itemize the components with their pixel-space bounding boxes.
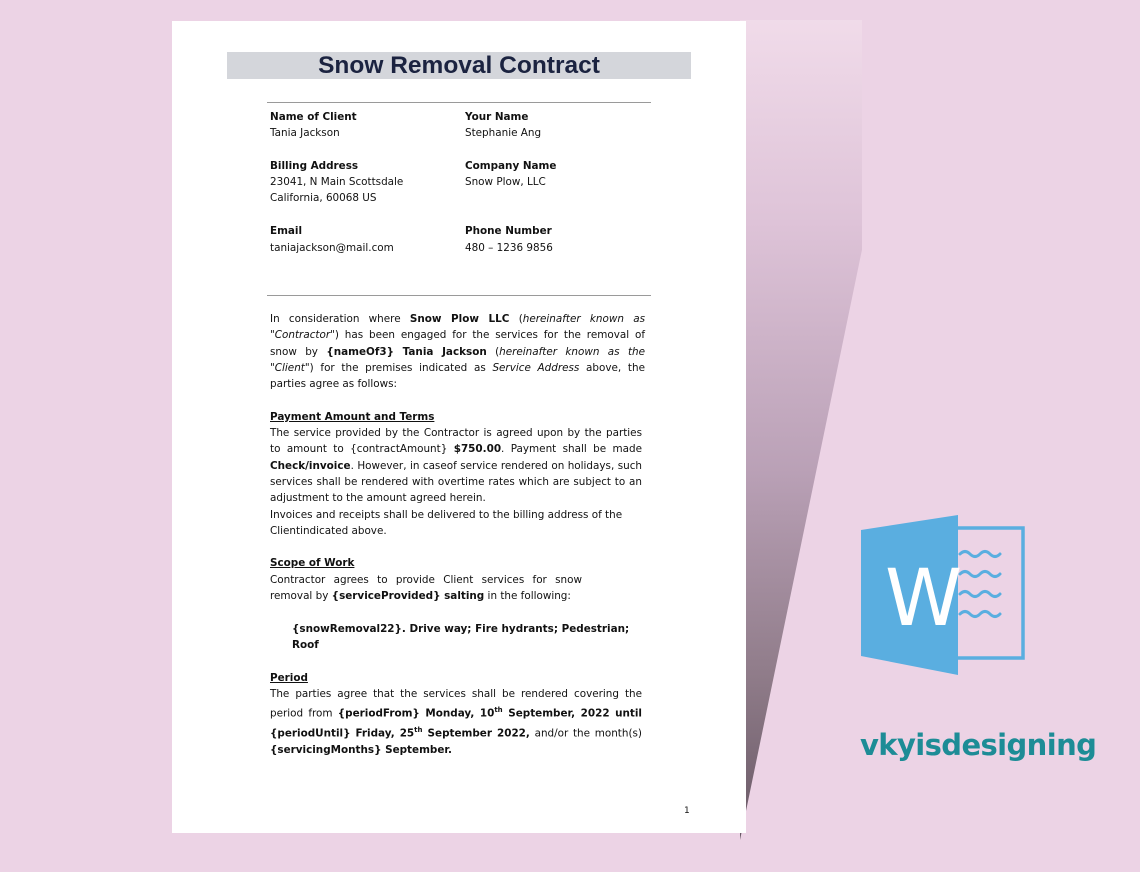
billing-address-line1: 23041, N Main Scottsdale [270, 176, 404, 188]
divider [267, 102, 651, 103]
client-name: Tania Jackson [270, 127, 340, 139]
client-name-label: Name of Client [270, 111, 357, 123]
svg-text:W: W [885, 554, 963, 644]
intro-paragraph: In consideration where Snow Plow LLC (hereinafter known as "Contractor") has been engaged for the services for the removal of snow by {nameOf3} Tania Jackson (hereinafter known as the "Client") for the premises indicated as Service Address above, the parties agree as follows: [270, 313, 646, 391]
contract-body [270, 311, 645, 758]
divider [267, 295, 651, 296]
contract-page [172, 21, 746, 833]
page-number: 1 [684, 806, 690, 816]
page-shadow [740, 20, 862, 840]
period-paragraph: The parties agree that the services shall be rendered covering the period from {periodFrom} Monday, 10th September, 2022 until {periodUntil} Friday, 25th September 2022, and/or the month(s) {servicingMonths} September. [270, 687, 642, 756]
phone-number: 480 – 1236 9856 [465, 242, 553, 254]
company-name: Snow Plow, LLC [465, 176, 546, 188]
client-email: taniajackson@mail.com [270, 242, 394, 254]
company-name-label: Company Name [465, 160, 557, 172]
scope-list: {snowRemoval22}. Drive way; Fire hydrants; Pedestrian; Roof [292, 622, 630, 651]
microsoft-word-icon [858, 512, 1028, 678]
invoice-paragraph: Invoices and receipts shall be delivered to the billing address of the Clientindicated above. [270, 508, 623, 537]
payment-paragraph: The service provided by the Contractor is agreed upon by the parties to amount to {contractAmount} $750.00. Payment shall be made Check/invoice. However, in caseof service rendered on holidays, such services shall be rendered with overtime rates which are subject to an adjustment to the amount agreed herein. [270, 427, 642, 505]
email-label: Email [270, 225, 303, 237]
scope-paragraph: Contractor agrees to provide Client services for snow removal by {serviceProvided} salting in the following: [270, 573, 582, 603]
your-name: Stephanie Ang [465, 127, 542, 139]
billing-address-label: Billing Address [270, 160, 359, 172]
payment-heading: Payment Amount and Terms [270, 410, 435, 423]
your-name-label: Your Name [465, 111, 529, 123]
brand-name: vkyisdesigning [860, 728, 1097, 762]
document-title: Snow Removal Contract [227, 52, 691, 79]
scope-heading: Scope of Work [270, 557, 355, 570]
billing-address-line2: California, 60068 US [270, 192, 377, 204]
phone-number-label: Phone Number [465, 225, 552, 237]
period-heading: Period [270, 671, 308, 684]
